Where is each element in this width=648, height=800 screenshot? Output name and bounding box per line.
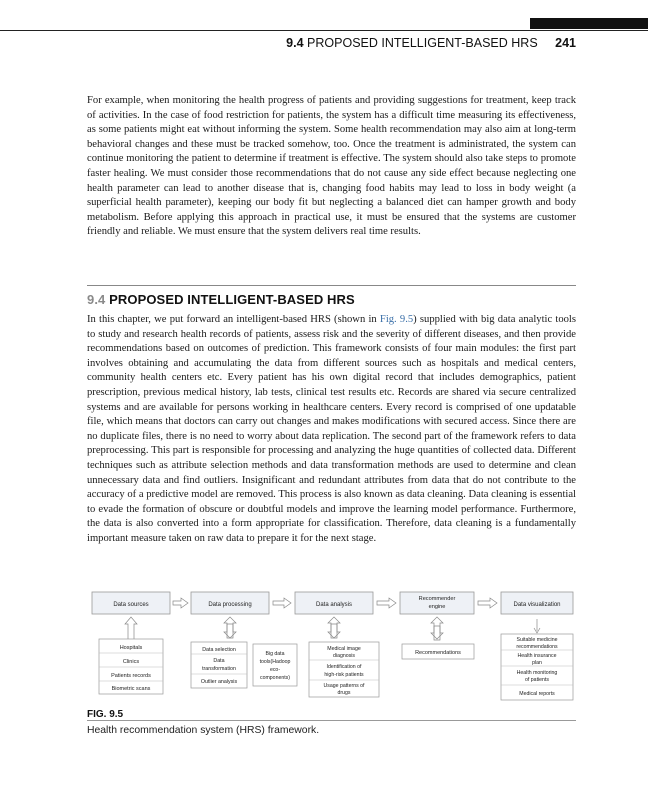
svg-text:Health monitoring: Health monitoring — [516, 670, 558, 676]
arrow-analysis-engine — [377, 598, 396, 608]
stage-data-sources — [92, 592, 170, 614]
svg-text:Usage patterns of: Usage patterns of — [323, 683, 365, 689]
arrow-down-analysis — [328, 624, 340, 638]
arrow-up-analysis — [328, 617, 340, 638]
running-head-title: PROPOSED INTELLIGENT-BASED HRS — [307, 36, 538, 50]
analysis-list — [309, 642, 379, 697]
arrow-up-engine — [431, 617, 443, 640]
figure-link[interactable]: Fig. 9.5 — [379, 314, 414, 325]
source-hospitals: Hospitals — [119, 645, 143, 651]
page-number: 241 — [555, 36, 576, 50]
svg-text:tools(Hadoop: tools(Hadoop — [259, 659, 291, 665]
source-patients-records: Patients records — [111, 673, 151, 679]
svg-text:Health insurance: Health insurance — [517, 653, 557, 659]
stage-data-processing — [191, 592, 269, 614]
arrow-processing-analysis — [273, 598, 291, 608]
vertical-arrows — [125, 617, 540, 640]
svg-text:plan: plan — [532, 660, 542, 666]
svg-text:eco-: eco- — [269, 667, 281, 673]
stage-data-processing-label: Data processing — [208, 602, 252, 608]
svg-text:drugs: drugs — [337, 690, 351, 696]
paragraph-2-text-b: ) supplied with big data analytic tools to study and research health records of patients, assess risk and the severity of different diseases, and then provide recommendations based on outcomes of prediction. This framework consists of four main modules: the first part involves obtaining and accumulating the data from different sources such as hospitals and medical centers, community health centers etc. Every patient has his own digital record that includes demographics, patient prescription, previous medical history, lab tests, clinical test results etc. Records are shared via secure centralized systems and are available for persons working in healthcare centers. Every record is comprised of one updatable file, which means that doctors can carry out changes and makes modifications with secured access. Since there are no duplicate files, there is no need to worry about data replication. The second part of the framework refers to data preprocessing. This part is responsible for processing and analyzing the huge quantities of collected data. Different techniques such as attribute selection methods and data transformation methods are used to determine and clean unnecessary data and find outliers. Insignificant and redundant attributes from data that do not contribute to the accuracy of a predictive model are removed. This process is also known as data cleaning. Data cleaning is essential to evade the formation of obscure or doubtful models and improve the learning model performance. Furthermore, the data is also converted into a form appropriate for classification. Therefore, data cleaning is a fundamentally important measure taken on raw data to prepare it for the next stage. — [87, 314, 576, 544]
paragraph-2-text-a: In this chapter, we put forward an intelligent-based HRS (shown in — [87, 314, 380, 325]
arrow-up-sources — [125, 617, 137, 640]
processing-transform-line2: transformation — [202, 666, 236, 672]
svg-text:high-risk patients: high-risk patients — [324, 672, 364, 678]
paragraph-2 — [87, 313, 576, 547]
section-heading — [87, 292, 355, 307]
processing-outlier-analysis: Outlier analysis — [200, 679, 238, 685]
stage-data-analysis — [295, 592, 373, 614]
visualization-list — [501, 634, 573, 700]
svg-text:Suitable medicine: Suitable medicine — [516, 637, 558, 643]
processing-transform-line1: Data — [213, 658, 225, 664]
section-rule — [87, 285, 576, 286]
recommendations-label: Recommendations — [415, 650, 461, 656]
stage-data-visualization-label: Data visualization — [513, 602, 561, 608]
processing-data-selection: Data selection — [202, 647, 236, 653]
figure-caption: Health recommendation system (HRS) framework. — [87, 725, 320, 736]
recommendations-box — [402, 644, 474, 659]
running-head-section-number: 9.4 — [286, 36, 304, 50]
stage-data-sources-label: Data sources — [113, 602, 149, 608]
hrs-framework-figure — [87, 588, 576, 708]
svg-text:Medical image: Medical image — [327, 646, 361, 652]
arrow-down-engine — [431, 626, 443, 639]
running-head — [286, 36, 576, 52]
figure-rule — [87, 720, 576, 721]
svg-text:components): components) — [260, 675, 290, 681]
section-number: 9.4 — [87, 292, 106, 307]
svg-text:Identification of: Identification of — [326, 664, 362, 670]
svg-text:recommendations: recommendations — [516, 644, 558, 650]
arrow-sources-processing — [173, 598, 188, 608]
arrow-up-processing — [224, 617, 236, 638]
bigdata-box — [253, 644, 297, 686]
processing-list — [191, 642, 247, 688]
stage-recommender-engine — [400, 592, 474, 614]
svg-text:diagnosis: diagnosis — [333, 653, 355, 659]
source-clinics: Clinics — [122, 659, 140, 665]
stage-data-visualization — [501, 592, 573, 614]
paragraph-1: For example, when monitoring the health progress of patients and providing suggestions for treatment, keep track of activities. In the case of food restriction for patients, the system has a difficult time measuring its effectiveness, as some patients might eat without informing the system. Some health recommendation may also aim at long-term behavioral changes and these must be tracked somehow, too. Once the treatment is administrated, the system can continue monitoring the patient to determine if treatment is effective. The system should also take steps to promote faster healing. We must consider those recommendations that do not cause any side effect because neglecting one health parameter can lead to another disease that is, changing food habits may lead to loss in body weight (a superficial health parameter), keeping our body fit but neglecting a balanced diet can hamper growth and body metabolism. Before applying this approach in practical use, it must be ensured that the systems are customer friendly and reliable. We must ensure that the system delivers real time results. — [87, 95, 576, 238]
svg-text:of patients: of patients — [525, 677, 549, 683]
header-bar — [530, 18, 648, 29]
sources-list — [99, 639, 163, 694]
arrow-engine-visualization — [478, 598, 497, 608]
stage-data-analysis-label: Data analysis — [315, 602, 353, 608]
source-biometric-scans: Biometric scans — [111, 686, 151, 692]
stage-recommender-line2: engine — [428, 604, 446, 610]
stage-recommender-line1: Recommender — [418, 596, 456, 602]
section-title: PROPOSED INTELLIGENT-BASED HRS — [109, 292, 355, 307]
header-rule — [0, 30, 648, 31]
viz-medical-reports: Medical reports — [519, 691, 555, 697]
figure-label: FIG. 9.5 — [87, 709, 124, 720]
arrow-down-processing — [224, 624, 236, 638]
svg-text:Big data: Big data — [265, 651, 285, 657]
